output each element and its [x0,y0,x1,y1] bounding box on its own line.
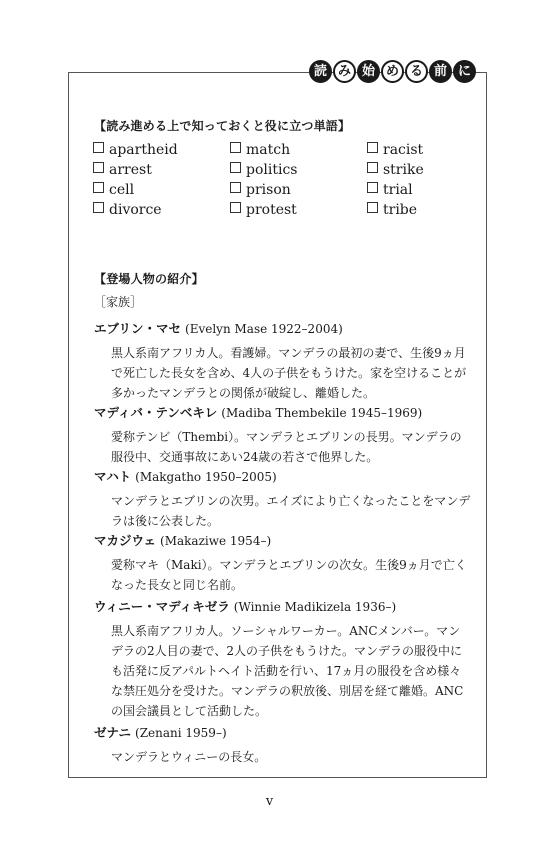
checkbox-icon[interactable] [230,142,241,153]
checkbox-icon[interactable] [93,142,104,153]
page-number: v [265,794,274,809]
vocab-item[interactable]: apartheid [93,141,230,159]
vocab-item[interactable]: politics [230,161,367,179]
header-char: 始 [357,60,380,83]
vocab-item[interactable]: racist [367,141,487,159]
person-name: マカジウェ [94,533,157,548]
person-meta: (Madiba Thembekile 1945–1969) [221,406,423,420]
person-description: 愛称マキ（Maki）。マンデラとエブリンの次女。生後9ヵ月で亡くなった長女と同じ名前。 [111,558,467,592]
vocab-item[interactable]: prison [230,181,367,199]
checkbox-icon[interactable] [367,142,378,153]
header-char: 前 [429,60,452,83]
person-description: 黒人系南アフリカ人。ソーシャルワーカー。ANCメンバー。マンデラの2人目の妻で、2人の子供をもうけた。マンデラの服役中にも活発に反アパルトヘイト活動を行い、17ヵ月の服役を含め様々な禁圧処分を受けた。マンデラの釈放後、別居を経て離婚。ANCの国会議員として活動した。 [111,624,464,718]
vocab-item[interactable]: cell [93,181,230,199]
person-description: 愛称テンビ（Thembi）。マンデラとエブリンの長男。マンデラの服役中、交通事故にあい24歳の若さで他界した。 [111,430,462,464]
person-entry [94,402,474,467]
vocab-item[interactable]: trial [367,181,487,199]
person-name: エブリン・マセ [94,321,182,336]
vocab-item[interactable]: match [230,141,367,159]
person-entry [94,596,474,721]
person-meta: (Evelyn Mase 1922–2004) [185,322,343,336]
vocab-item[interactable]: strike [367,161,487,179]
vocab-title: 【読み進める上で知っておくと役に立つ単語】 [94,119,351,133]
person-entry [94,530,474,595]
section-header [309,60,476,83]
checkbox-icon[interactable] [367,162,378,173]
checkbox-icon[interactable] [230,202,241,213]
vocab-list [93,141,487,219]
header-char: に [453,60,476,83]
person-name: ウィニー・マディキゼラ [94,599,230,614]
characters-title: 【登場人物の紹介】 [94,272,204,286]
checkbox-icon[interactable] [367,182,378,193]
vocab-item[interactable]: divorce [93,201,230,219]
person-entry [94,318,474,403]
family-label: ［家族］ [94,295,143,309]
header-char: る [405,60,428,83]
header-char: 読 [309,60,332,83]
person-name: マディバ・テンベキレ [94,405,218,420]
header-char: め [381,60,404,83]
checkbox-icon[interactable] [367,202,378,213]
person-meta: (Makaziwe 1954–) [160,534,272,548]
person-entry [94,722,474,767]
header-char: み [333,60,356,83]
person-description: マンデラとウィニーの長女。 [111,750,267,764]
person-meta: (Winnie Madikizela 1936–) [233,600,397,614]
vocab-item[interactable]: protest [230,201,367,219]
person-entry [94,466,474,531]
person-name: マハト [94,469,132,484]
checkbox-icon[interactable] [93,162,104,173]
vocab-item[interactable]: arrest [93,161,230,179]
checkbox-icon[interactable] [93,182,104,193]
person-name: ゼナニ [94,725,132,740]
person-meta: (Makgatho 1950–2005) [135,470,277,484]
person-description: マンデラとエブリンの次男。エイズにより亡くなったことをマンデラは後に公表した。 [111,494,471,528]
checkbox-icon[interactable] [230,162,241,173]
person-description: 黒人系南アフリカ人。看護婦。マンデラの最初の妻で、生後9ヵ月で死亡した長女を含め、4人の子供をもうけた。家を空けることが多かったマンデラとの関係が破綻し、離婚した。 [111,346,467,400]
checkbox-icon[interactable] [93,202,104,213]
person-meta: (Zenani 1959–) [135,726,227,740]
checkbox-icon[interactable] [230,182,241,193]
vocab-item[interactable]: tribe [367,201,487,219]
